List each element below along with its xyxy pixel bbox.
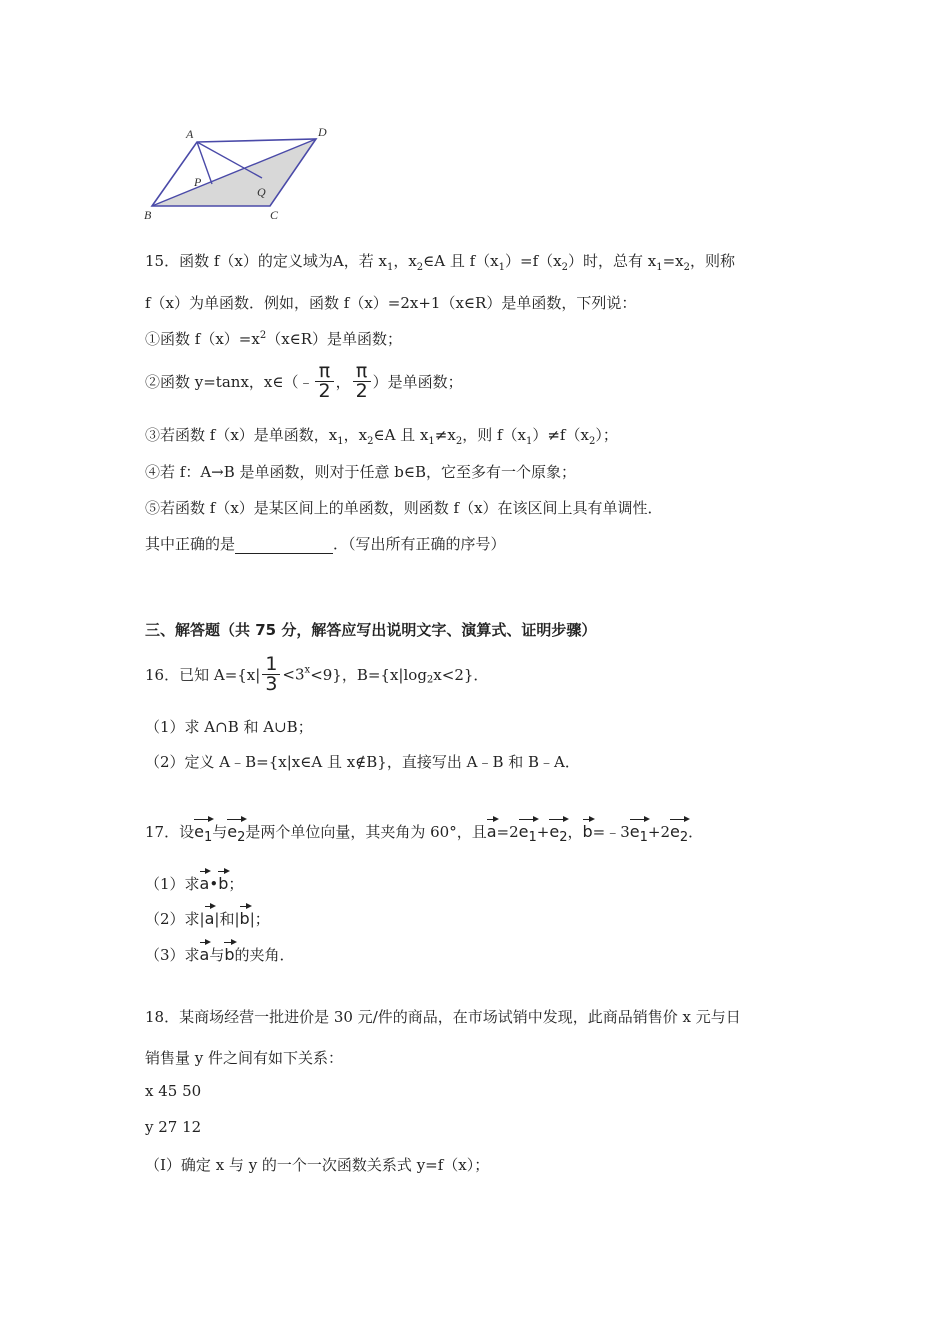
q15-item2: ②函数 y=tanx，x∈（﹣ $\frac{\pi}{2}$ ， $\frac{\pi}{2}$ ）是单函数； bbox=[145, 360, 463, 402]
label-q: Q bbox=[257, 185, 266, 199]
q15-item1: ①函数 $f(x)=x^2(x\in R)$是单函数； bbox=[145, 330, 403, 348]
label-d: D bbox=[318, 125, 327, 139]
q18-table-row-x: x 45 50 bbox=[145, 1082, 202, 1100]
fraction-pi-over-2: $\frac{\pi}{2}$ bbox=[353, 362, 371, 401]
vector-a: a bbox=[205, 903, 215, 928]
answer-blank bbox=[235, 539, 333, 554]
q18-table-row-y: y 27 12 bbox=[145, 1118, 202, 1136]
label-a: A bbox=[186, 127, 194, 141]
vector-e2: $e_2$ bbox=[670, 816, 688, 845]
vector-b: b bbox=[218, 868, 228, 893]
vector-e1: $e_1$ bbox=[194, 816, 212, 845]
segment-aq bbox=[197, 142, 262, 178]
q17-part3: （3）求a与b的夹角． bbox=[145, 939, 295, 965]
vector-a: a bbox=[200, 939, 210, 964]
vector-b: b bbox=[224, 939, 234, 964]
vector-e1: $e_1$ bbox=[519, 816, 537, 845]
vector-e1: $e_1$ bbox=[630, 816, 648, 845]
q15-item3: ③若函数 f（x）是单函数，$x_1$，$x_2\in A$ 且 $x_1\ne x_2$，则 $f(x_1)\ne f(x_2)$； bbox=[145, 426, 618, 447]
vector-b: b bbox=[240, 903, 250, 928]
q18-part1: （Ⅰ）确定 x 与 y 的一个一次函数关系式 y=f（x）； bbox=[145, 1156, 490, 1174]
vector-b: b bbox=[583, 816, 593, 841]
q17-part2: （2）求|a|和|b|； bbox=[145, 903, 270, 929]
q18-line2: 销售量 y 件之间有如下关系： bbox=[145, 1049, 344, 1067]
vector-a: a bbox=[487, 816, 497, 841]
vector-e2: $e_2$ bbox=[227, 816, 245, 845]
q18-line1: 18．某商场经营一批进价是 30 元/件的商品，在市场试销中发现，此商品销售价 x 元与日 bbox=[145, 1008, 741, 1026]
q15-item5: ⑤若函数 f（x）是某区间上的单函数，则函数 f（x）在该区间上具有单调性． bbox=[145, 499, 663, 517]
q15-line2: f（x）为单函数．例如，函数 f（x）=2x+1（x∈R）是单函数，下列说： bbox=[145, 294, 637, 312]
label-c: C bbox=[270, 208, 279, 222]
fraction-one-third: $\frac{1}{3}$ bbox=[262, 655, 280, 694]
q15-answer-line: 其中正确的是 ．（写出所有正确的序号） bbox=[145, 535, 506, 553]
vector-a: a bbox=[200, 868, 210, 893]
q16-part2: （2）定义 A﹣B={x|x∈A 且 x∉B}，直接写出 A﹣B 和 B﹣A． bbox=[145, 753, 580, 771]
parallelogram-figure bbox=[140, 120, 340, 230]
q15-line1: 15．函数 f（x）的定义域为A，若 $x_1$，$x_2\in A$ 且 $f(x_1)=f(x_2)$时，总有 $x_1=x_2$，则称 bbox=[145, 252, 736, 273]
q16-part1: （1）求 A∩B 和 A∪B； bbox=[145, 718, 313, 736]
label-b: B bbox=[144, 208, 152, 222]
q15-item4: ④若 f：A→B 是单函数，则对于任意 b∈B，它至多有一个原象； bbox=[145, 463, 577, 481]
q17-stem: 17．设$e_1$与$e_2$是两个单位向量，其夹角为 60°，且$a=2e_1+e_2$，$b=﹣3e_1+2e_2$． bbox=[145, 816, 703, 845]
fraction-pi-over-2-neg: $\frac{\pi}{2}$ bbox=[315, 362, 333, 401]
q17-part1: （1）求a•b； bbox=[145, 868, 243, 894]
label-p: P bbox=[194, 175, 202, 189]
section-3-heading: 三、解答题（共 75 分，解答应写出说明文字、演算式、证明步骤） bbox=[145, 621, 597, 639]
vector-e2: $e_2$ bbox=[549, 816, 567, 845]
q16-stem: 16．已知 A={x| $\frac{1}{3}$ $<3^x<9$}，$B=\{x|\log_2x<2\}$． bbox=[145, 653, 489, 695]
